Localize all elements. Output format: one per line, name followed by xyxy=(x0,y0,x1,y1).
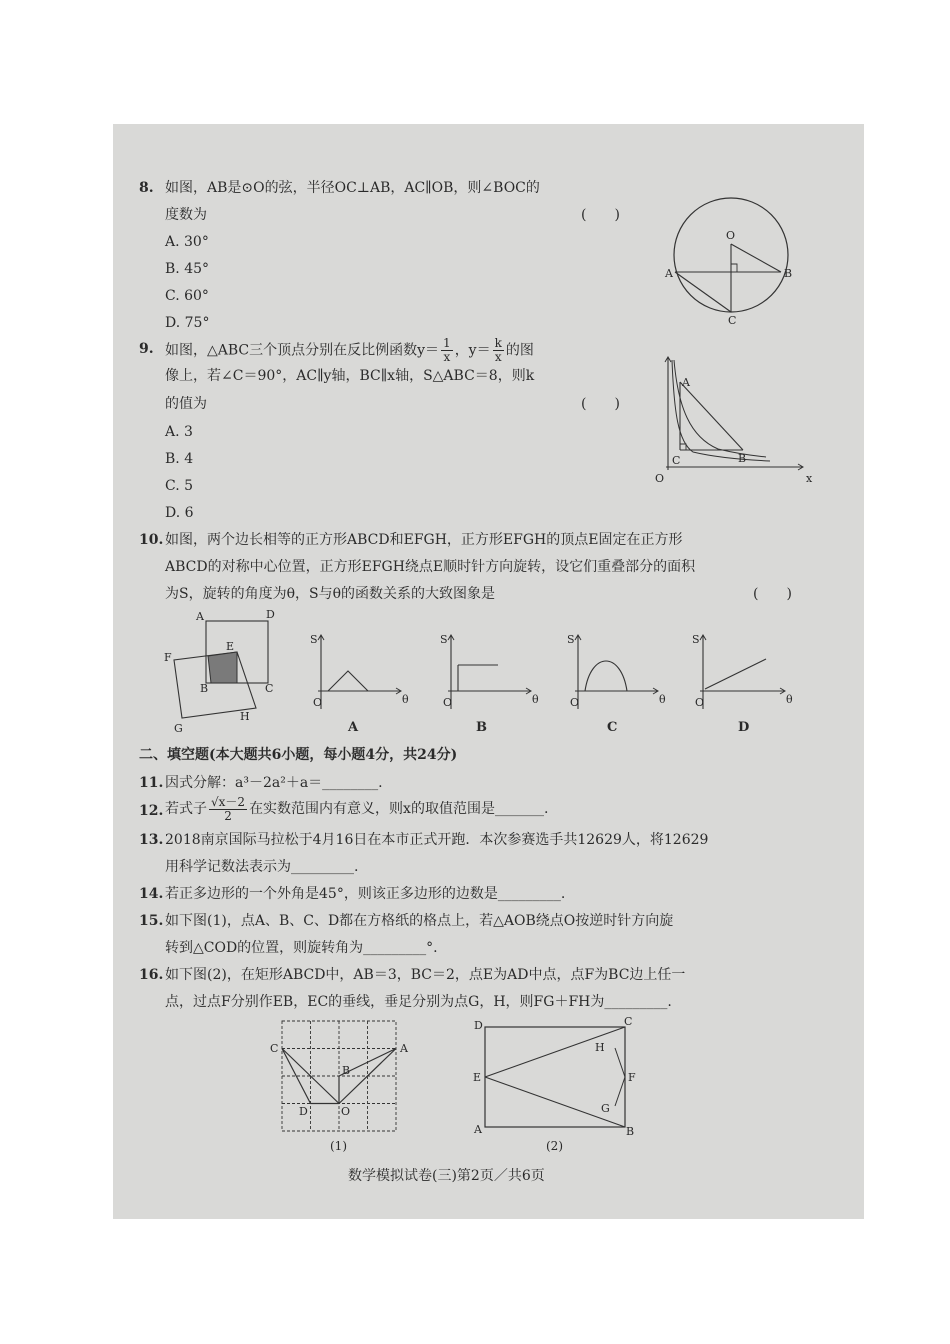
q9-line1-b: ，y＝ xyxy=(454,342,491,359)
fig1-grid-figure xyxy=(268,1017,418,1167)
q9-line1-a: 如图，△ABC三个顶点分别在反比例函数y＝ xyxy=(165,342,440,359)
q10-label-h: H xyxy=(240,710,250,723)
q8-label-b: B xyxy=(784,267,793,280)
q10-label-a: A xyxy=(196,610,204,623)
q11-number: 11. xyxy=(139,775,164,791)
q12-line xyxy=(165,794,548,824)
fig2-label-h: H xyxy=(595,1041,605,1054)
q10-graph-a-s-label: S xyxy=(310,633,318,646)
fig2-label-c: C xyxy=(624,1015,633,1028)
q10-graph-b-letter: B xyxy=(476,720,487,735)
q9-label-o: O xyxy=(655,472,665,485)
q8-label-c: C xyxy=(728,314,737,327)
q10-number: 10. xyxy=(139,532,164,548)
q10-graph-b xyxy=(436,631,539,741)
q9-label-c: C xyxy=(672,454,681,467)
q10-graph-b-s-label: S xyxy=(440,633,448,646)
q16-number: 16. xyxy=(139,967,164,983)
q10-graph-d-s-label: S xyxy=(692,633,700,646)
q10-graph-c-theta-label: θ xyxy=(659,693,666,706)
q9-number: 9. xyxy=(139,341,154,357)
q10-graph-b-o-label: O xyxy=(443,696,453,709)
q10-label-b: B xyxy=(200,682,209,695)
q10-label-f: F xyxy=(164,651,172,664)
q15-number: 15. xyxy=(139,913,164,929)
q8-answer-paren: ( ) xyxy=(581,207,620,223)
q10-graph-c-s-label: S xyxy=(567,633,575,646)
q9-label-b: B xyxy=(738,452,747,465)
q9-frac2-num: k xyxy=(494,336,502,350)
q8-option-a: A. 30° xyxy=(165,234,209,250)
q12-number: 12. xyxy=(139,803,164,819)
fig2-label-a: A xyxy=(474,1123,482,1136)
q9-option-a: A. 3 xyxy=(165,424,193,440)
q9-label-a: A xyxy=(682,376,690,389)
q9-label-x: x xyxy=(806,472,813,485)
q10-graph-a-letter: A xyxy=(348,720,359,735)
q9-line2: 像上，若∠C＝90°，AC∥y轴，BC∥x轴，S△ABC＝8，则k xyxy=(165,368,535,384)
q10-graph-c-letter: C xyxy=(607,720,618,735)
q10-line3: 为S，旋转的角度为θ，S与θ的函数关系的大致图象是 xyxy=(165,586,496,602)
q8-circle-figure xyxy=(663,184,793,327)
fig2-label-e: E xyxy=(473,1071,482,1084)
q10-graph-d-theta-label: θ xyxy=(786,693,793,706)
q10-squares-figure xyxy=(158,608,283,738)
q12-post: 在实数范围内有意义，则x的取值范围是_______. xyxy=(249,801,549,817)
q12-pre: 若式子 xyxy=(165,801,207,817)
q14-text: 若正多边形的一个外角是45°，则该正多边形的边数是_________. xyxy=(165,886,566,902)
q9-fraction-1 xyxy=(441,337,453,364)
q10-label-e: E xyxy=(226,640,235,653)
q10-graph-d-letter: D xyxy=(738,720,750,735)
q9-frac1-den: x xyxy=(443,350,451,364)
q9-line1 xyxy=(165,336,534,364)
fig2-rectangle-figure xyxy=(468,1017,648,1167)
q10-graph-b-theta-label: θ xyxy=(532,693,539,706)
q9-fraction-2 xyxy=(493,337,504,364)
q14-number: 14. xyxy=(139,886,164,902)
fig2-label-g: G xyxy=(601,1102,610,1115)
q9-line3: 的值为 xyxy=(165,396,207,412)
q13-line1: 2018南京国际马拉松于4月16日在本市正式开跑．本次参赛选手共12629人，将12629 xyxy=(165,832,709,848)
q12-fraction xyxy=(209,796,247,823)
fig1-label-c: C xyxy=(270,1042,279,1055)
section-2-heading: 二、填空题(本大题共6小题，每小题4分，共24分) xyxy=(139,747,458,763)
page-footer: 数学模拟试卷(三)第2页／共6页 xyxy=(348,1168,545,1184)
q8-number: 8. xyxy=(139,180,154,196)
q15-line2: 转到△COD的位置，则旋转角为_________°. xyxy=(165,940,438,956)
q9-option-c: C. 5 xyxy=(165,478,194,494)
q10-graph-a-theta-label: θ xyxy=(402,693,409,706)
q9-answer-paren: ( ) xyxy=(581,396,620,412)
q9-line1-c: 的图 xyxy=(505,342,534,359)
q10-graph-a-o-label: O xyxy=(313,696,323,709)
q9-frac2-den: x xyxy=(494,350,502,364)
fig1-label-a: A xyxy=(400,1042,408,1055)
q12-frac-den: 2 xyxy=(224,808,232,823)
q13-line2: 用科学记数法表示为_________. xyxy=(165,859,359,875)
fig2-label-b: B xyxy=(626,1125,635,1138)
q16-line1: 如下图(2)，在矩形ABCD中，AB＝3，BC＝2，点E为AD中点，点F为BC边上任一 xyxy=(165,967,686,983)
q10-graph-c-o-label: O xyxy=(570,696,580,709)
q10-graph-a xyxy=(306,631,409,741)
q10-label-c: C xyxy=(265,682,274,695)
q10-line1: 如图，两个边长相等的正方形ABCD和EFGH，正方形EFGH的顶点E固定在正方形 xyxy=(165,532,683,548)
q8-option-c: C. 60° xyxy=(165,288,209,304)
fig2-caption: (2) xyxy=(546,1139,563,1153)
fig1-caption: (1) xyxy=(330,1139,347,1153)
q15-line1: 如下图(1)，点A、B、C、D都在方格纸的格点上，若△AOB绕点O按逆时针方向旋 xyxy=(165,913,674,929)
q10-graph-d-o-label: O xyxy=(695,696,705,709)
q8-label-a: A xyxy=(665,267,673,280)
q10-label-g: G xyxy=(174,722,183,735)
fig2-label-f: F xyxy=(628,1071,636,1084)
q8-option-b: B. 45° xyxy=(165,261,210,277)
q9-frac1-num: 1 xyxy=(443,336,451,350)
q8-line1: 如图，AB是⊙O的弦，半径OC⊥AB，AC∥OB，则∠BOC的 xyxy=(165,180,540,196)
fig2-label-d: D xyxy=(474,1019,483,1032)
q10-line2: ABCD的对称中心位置，正方形EFGH绕点E顺时针方向旋转，设它们重叠部分的面积 xyxy=(165,559,696,575)
fig1-label-o: O xyxy=(341,1105,351,1118)
q10-answer-paren: ( ) xyxy=(753,586,792,602)
q10-graph-d xyxy=(688,631,798,741)
fig1-label-b: B xyxy=(342,1064,351,1077)
q10-label-d: D xyxy=(266,608,275,621)
fig1-label-d: D xyxy=(299,1105,308,1118)
q10-graph-c xyxy=(563,631,666,741)
q12-frac-num: √x－2 xyxy=(211,794,246,809)
q9-option-d: D. 6 xyxy=(165,505,194,521)
q11-text: 因式分解：a³－2a²＋a＝________. xyxy=(165,775,383,791)
exam-page xyxy=(113,124,864,1219)
q8-option-d: D. 75° xyxy=(165,315,210,331)
q16-line2: 点，过点F分别作EB，EC的垂线，垂足分别为点G，H，则FG＋FH为_________. xyxy=(165,994,672,1010)
q9-hyperbola-figure xyxy=(648,352,813,492)
q9-option-b: B. 4 xyxy=(165,451,194,467)
q13-number: 13. xyxy=(139,832,164,848)
q8-line2: 度数为 xyxy=(165,207,207,223)
q8-label-o: O xyxy=(726,229,736,242)
